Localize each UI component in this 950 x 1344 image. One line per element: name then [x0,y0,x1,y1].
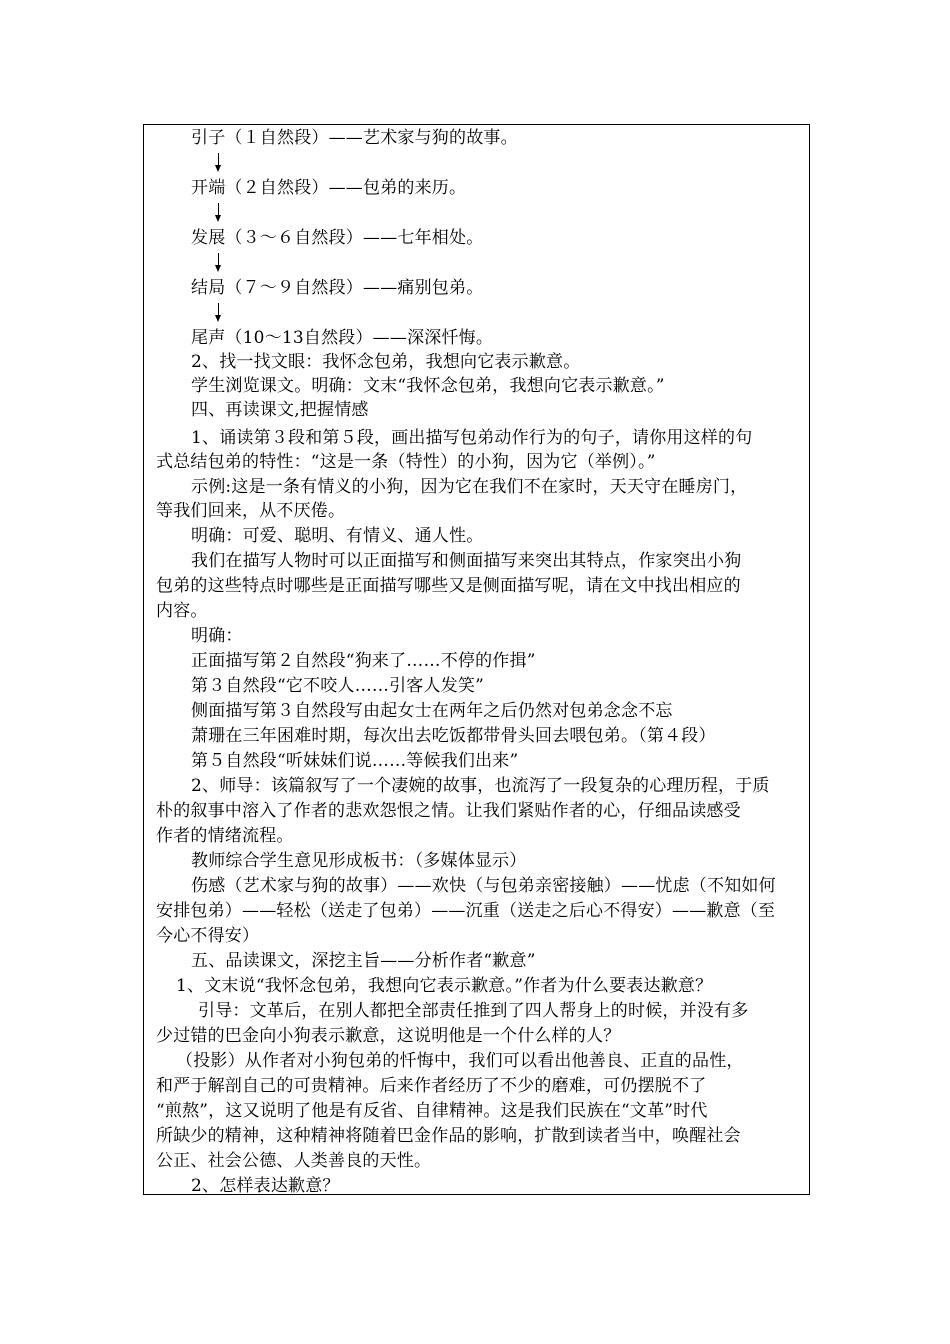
text-line: 1、文末说“我怀念包弟，我想向它表示歉意。”作者为什么要表达歉意？ [176,976,713,996]
down-arrow-icon [218,153,219,166]
text-line: 作者的情绪流程。 [156,826,294,846]
section-heading: 四、再读课文,把握情感 [191,400,369,420]
down-arrow-icon [218,253,219,266]
text-line: 我们在描写人物时可以正面描写和侧面描写来突出其特点，作家突出小狗 [191,551,742,571]
text-line: 明确：可爱、聪明、有情义、通人性。 [191,526,484,546]
text-line: 今心不得安） [156,926,260,946]
structure-ending: 结局（７～９自然段）——痛别包弟。 [191,278,484,298]
text-line: 安排包弟）——轻松（送走了包弟）——沉重（送走之后心不得安）——歉意（至 [156,901,776,921]
text-line: 明确： [191,626,243,646]
text-line: 2、师导：该篇叙写了一个凄婉的故事，也流泻了一段复杂的心理历程，于质 [191,776,770,796]
text-line: 1、诵读第３段和第５段，画出描写包弟动作行为的句子，请你用这样的句 [191,428,753,448]
text-line: 学生浏览课文。明确：文末“我怀念包弟，我想向它表示歉意。” [191,376,665,396]
text-line: 和严于解剖自己的可贵精神。后来作者经历了不少的磨难，可仍摆脱不了 [156,1076,707,1096]
section-heading: 五、品读课文，深挖主旨——分析作者“歉意” [191,951,536,971]
text-line: （投影）从作者对小狗包弟的忏悔中，我们可以看出他善良、正直的品性， [176,1051,744,1071]
text-line: 第５自然段“听妹妹们说……等候我们出来” [191,751,519,771]
text-line: 所缺少的精神，这种精神将随着巴金作品的影响，扩散到读者当中，唤醒社会 [156,1126,741,1146]
text-line: 内容。 [156,601,208,621]
text-line: 教师综合学生意见形成板书：（多媒体显示） [191,851,527,871]
text-line: 萧珊在三年困难时期，每次出去吃饭都带骨头回去喂包弟。（第４段） [191,726,716,746]
structure-development: 发展（３～６自然段）——七年相处。 [191,228,484,248]
text-line: 示例:这是一条有情义的小狗，因为它在我们不在家时，天天守在睡房门， [191,477,748,497]
text-line: 伤感（艺术家与狗的故事）——欢快（与包弟亲密接触）——忧虑（不知如何 [191,876,776,896]
down-arrow-icon [218,203,219,216]
structure-intro: 引子（１自然段）——艺术家与狗的故事。 [191,128,518,148]
text-line: 等我们回来，从不厌倦。 [156,501,346,521]
text-line: 正面描写第２自然段“狗来了……不停的作揖” [191,651,536,671]
text-line: 侧面描写第３自然段写由起女士在两年之后仍然对包弟念念不忘 [191,701,673,721]
text-line: 少过错的巴金向小狗表示歉意，这说明他是一个什么样的人？ [156,1026,621,1046]
text-line: 式总结包弟的特性：“这是一条（特性）的小狗，因为它（举例）。” [156,452,656,472]
text-line: 公正、社会公德、人类善良的天性。 [156,1151,432,1171]
structure-epilogue: 尾声（10～13自然段）——深深忏悔。 [191,328,494,348]
text-line: 引导：文革后，在别人都把全部责任推到了四人帮身上的时候，并没有多 [198,1001,749,1021]
text-line: 2、怎样表达歉意？ [191,1176,340,1196]
text-line: 朴的叙事中溶入了作者的悲欢怨恨之情。让我们紧贴作者的心，仔细品读感受 [156,801,741,821]
structure-beginning: 开端（２自然段）——包弟的来历。 [191,178,467,198]
text-line: 第３自然段“它不咬人……引客人发笑” [191,676,484,696]
text-line: “煎熬”，这又说明了他是有反省、自律精神。这是我们民族在“文革”时代 [156,1101,708,1121]
down-arrow-icon [218,303,219,316]
text-line: 包弟的这些特点时哪些是正面描写哪些又是侧面描写呢，请在文中找出相应的 [156,576,741,596]
text-line: 2、找一找文眼：我怀念包弟，我想向它表示歉意。 [191,352,581,372]
